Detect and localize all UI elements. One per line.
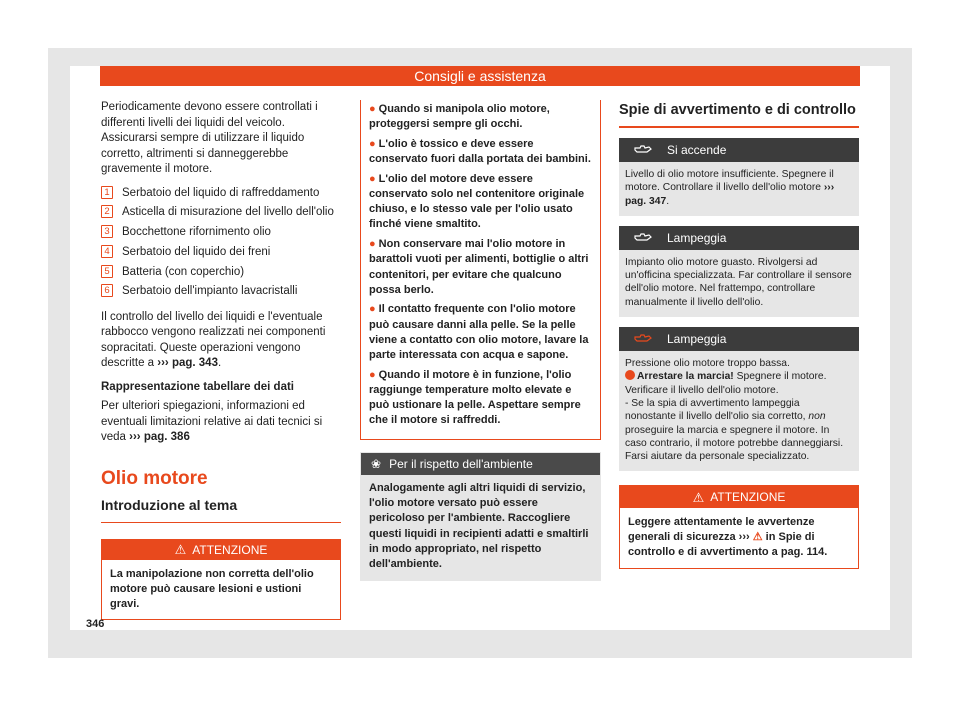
list-item: ● Il contatto frequente con l'olio motore può causare danni alla pelle. Se la pelle viene a contatto con olio motore, lavare la parte interessata con acqua e sapone. (369, 303, 589, 362)
oil-can-icon (619, 226, 667, 250)
environment-text: Analogamente agli altri liquidi di servizio, l'olio motore versato può essere pericoloso per l'ambiente. Raccogliere questi liquidi in recipienti adatti e smaltirli in modo appropriato, nel rispetto dell'ambiente. (361, 475, 600, 580)
list-item: ● Quando il motore è in funzione, l'olio raggiunge temperature molto elevate e può ustionare la pelle. Aspettare sempre che il motore si raffreddi. (369, 368, 581, 427)
column-1 (101, 100, 341, 620)
lamp-status: Si accende (667, 143, 727, 157)
component-list (101, 186, 341, 300)
intro-paragraph: Periodicamente devono essere controllati i differenti livelli dei liquidi del veicolo. Assicurarsi sempre di utilizzare il liquido corretto, altrimenti si danneggerebbe gravemente il motore. (101, 101, 318, 175)
environment-title: Per il rispetto dell'ambiente (389, 457, 533, 472)
table-heading: Rappresentazione tabellare dei dati (101, 380, 295, 393)
warning-text: La manipolazione non corretta dell'olio motore può causare lesioni e ustioni gravi. (110, 567, 314, 610)
warning-triangle-icon: ⚠ (752, 531, 763, 544)
stop-icon (625, 370, 635, 380)
page-number: 346 (86, 618, 105, 630)
item-number: 4 (101, 245, 113, 258)
lamp-text: Pressione olio motore troppo bassa. Arrestare la marcia! Spegnere il motore. Verificare il livello dell'olio motore. - Se la spia di avvertimento lampeggia nonostante il livello dell'olio sia corretto, non proseguire la marcia e spegnere il motore. In caso contrario, il motore potrebbe danneggiarsi. Farsi aiutare da personale specializzato. (619, 351, 859, 471)
lamp-header-pressure (619, 327, 859, 351)
item-number: 2 (101, 205, 113, 218)
item-number: 5 (101, 265, 113, 278)
page-ref-link[interactable]: ››› pag. 386 (129, 431, 190, 444)
chapter-title: Consigli e assistenza (414, 68, 546, 84)
warning-header (102, 540, 340, 560)
list-item: ● L'olio è tossico e deve essere conservato fuori dalla portata dei bambini. (369, 137, 591, 166)
item-label: Bocchettone rifornimento olio (122, 226, 271, 239)
item-number: 1 (101, 186, 113, 199)
warning-title: ATTENZIONE (192, 542, 268, 557)
list-item (101, 186, 341, 202)
item-label: Serbatoio del liquido di raffreddamento (122, 186, 320, 199)
check-paragraph: Il controllo del livello dei liquidi e l'eventuale rabbocco vengono realizzati nei componenti sopracitati. Queste operazioni vengono descritte a ››› pag. 343. (101, 310, 326, 370)
environment-icon: ❀ (371, 457, 382, 472)
item-number: 6 (101, 284, 113, 297)
lamp-text: Livello di olio motore insufficiente. Spegnere il motore. Controllare il livello dell'olio motore ››› pag. 347. (619, 162, 859, 216)
lamp-header-flash (619, 226, 859, 250)
lamp-status: Lampeggia (667, 230, 727, 245)
environment-header (361, 453, 600, 475)
section-title: Olio motore (101, 467, 208, 489)
oil-can-icon (619, 327, 667, 351)
item-number: 3 (101, 225, 113, 238)
attention-header (620, 486, 858, 508)
environment-box (360, 452, 601, 581)
page-ref-link[interactable]: ››› ⚠ (738, 531, 763, 544)
list-item (101, 225, 341, 241)
page-ref-link[interactable]: ››› pag. 343 (157, 357, 218, 370)
oil-can-icon (619, 138, 667, 162)
warning-box (101, 539, 341, 620)
warning-lights-title: Spie di avvertimento e di controllo (619, 100, 859, 128)
list-item (101, 205, 341, 221)
warning-triangle-icon: ⚠ (174, 542, 187, 558)
item-label: Batteria (con coperchio) (122, 265, 245, 278)
list-item: ● Quando si manipola olio motore, proteggersi sempre gli occhi. (369, 103, 550, 131)
attention-box (619, 485, 859, 569)
item-label: Serbatoio del liquido dei freni (122, 245, 271, 258)
chapter-header (100, 66, 860, 86)
lamp-text: Impianto olio motore guasto. Rivolgersi ad un'officina specializzata. Far controllare il sensore dell'olio motore. Nel frattempo, controllare manualmente il livello dell'olio. (619, 250, 859, 317)
column-2 (360, 100, 601, 581)
item-label: Serbatoio dell'impianto lavacristalli (122, 285, 298, 298)
warning-bullets (360, 100, 601, 440)
section-subtitle: Introduzione al tema (101, 496, 341, 523)
list-item: ● Non conservare mai l'olio motore in barattoli vuoti per alimenti, bottiglie o altri contenitori, per evitare che qualcuno possa berlo. (369, 238, 589, 296)
lamp-header-on (619, 138, 859, 162)
warning-triangle-icon: ⚠ (692, 489, 705, 505)
list-item: ● L'olio del motore deve essere conservato solo nel contenitore originale chiuso, e lo stesso vale per l'olio usato finché viene smaltito. (369, 172, 585, 231)
item-label: Asticella di misurazione del livello dell'olio (122, 206, 334, 219)
lamp-status: Lampeggia (667, 332, 727, 347)
column-3 (619, 100, 859, 569)
list-item (101, 284, 341, 300)
table-paragraph: Per ulteriori spiegazioni, informazioni ed eventuali limitazioni relative ai dati tecnici si veda ››› pag. 386 (101, 400, 323, 444)
attention-title: ATTENZIONE (710, 490, 786, 505)
page-ref-link[interactable]: ››› pag. 347 (625, 182, 835, 207)
attention-text: Leggere attentamente le avvertenze generali di sicurezza ››› ⚠ in Spie di controllo e di avvertimento a pag. 114. (628, 516, 828, 559)
list-item (101, 245, 341, 261)
list-item (101, 265, 341, 281)
